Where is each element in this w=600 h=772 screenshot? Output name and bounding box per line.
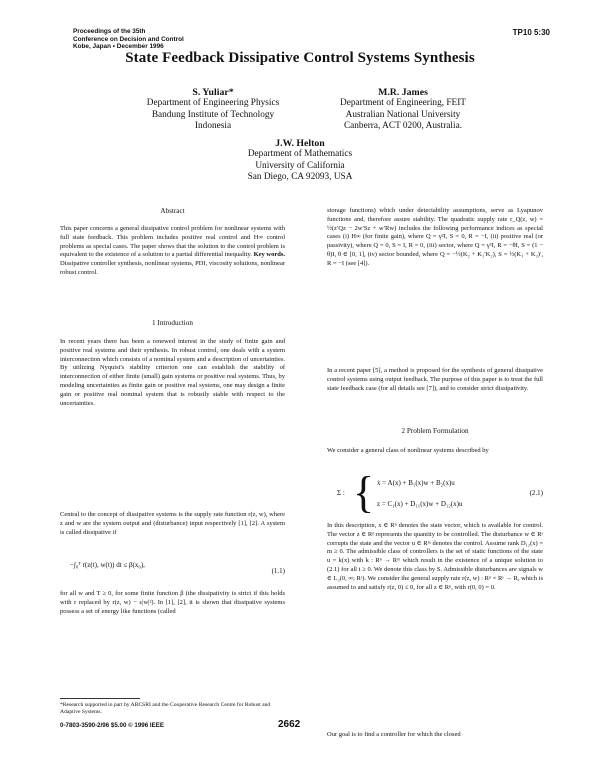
proceedings-line: Kobe, Japan • December 1996 bbox=[73, 43, 164, 51]
equation-body: −∫₀ᵀ r(z(t), w(t)) dt ≤ β(x₀), bbox=[70, 561, 145, 569]
author-name: S. Yuliar* bbox=[192, 87, 234, 98]
proceedings-header bbox=[73, 28, 184, 51]
author-affiliation: Department of Engineering Physics bbox=[146, 98, 280, 109]
abstract-heading: Abstract bbox=[160, 207, 185, 215]
body-text: We consider a general class of nonlinear systems described by bbox=[327, 447, 489, 454]
equation-number: (1.1) bbox=[271, 567, 285, 575]
author-affiliation: Canberra, ACT 0200, Australia. bbox=[343, 121, 463, 132]
session-code: TP10 5:30 bbox=[512, 28, 550, 37]
page-number: 2662 bbox=[278, 719, 301, 730]
author-block bbox=[118, 87, 308, 133]
intro-heading: 1 Introduction bbox=[152, 319, 193, 327]
author-affiliation: University of California bbox=[255, 160, 345, 171]
body-text: Our goal is to find a controller for which the closed bbox=[327, 731, 461, 738]
right-para-5 bbox=[327, 731, 543, 740]
paper-title: State Feedback Dissipative Control Systems Synthesis bbox=[125, 50, 475, 66]
abstract-body bbox=[60, 225, 285, 278]
author-affiliation: Department of Mathematics bbox=[247, 149, 353, 160]
keywords-label: Key words. bbox=[253, 251, 285, 259]
author-block bbox=[200, 138, 400, 184]
equation-2-1 bbox=[327, 468, 543, 518]
footnote: *Research supported in part by ARCSRI and the Cooperative Research Centre for Robust and Adaptive Systems. bbox=[60, 702, 271, 715]
intro-text: Central to the concept of dissipative systems is the supply rate function r(z, w), where z and w are the system output and (disturbance) input respectively [1], [2]. A system is called dissipative if bbox=[60, 511, 285, 536]
problem-heading: 2 Problem Formulation bbox=[401, 427, 469, 435]
author-block bbox=[298, 87, 508, 133]
body-text: storage functions) which under detectability assumptions, serve as Lyapunov functions and, therefore assure stability. The quadratic supply rate r_Q(z, w) = ½(z′Qz − 2w′Sz + w′Rw) includes the following performance indices as special cases (i) H∞ (for finite gain), where Q = γ²I, S = 0, R = −I, (ii) positive real (or passivity), where Q = 0, S = I, R = 0, (iii) sector, where Q = γ²I, R = −θI, S = (1 − θ)I, θ ∈ [0, 1], (iv) sector bounded, where Q = −½(K₂ + K₁′K₂), S = ½(K₁ + K₂)′, R = −I (see [4]). bbox=[327, 207, 543, 267]
author-affiliation: San Diego, CA 92093, USA bbox=[247, 172, 353, 183]
ieee-copyright: 0-7803-3590-2/96 $5.00 © 1996 IEEE bbox=[60, 722, 164, 729]
abstract-text: This paper concerns a general dissipative control problem for nonlinear systems with full state feedback. This problem includes positive real control and H∞ control problems as special cases. The paper shows that the solution to the control problem is equivalent to the existence of a solution to a partial differential inequality. bbox=[60, 225, 285, 259]
body-text: In a recent paper [5], a method is proposed for the synthesis of general dissipative control systems using output feedback. The purpose of this paper is to treat the full state feedback case (for all details see [7]), and to consider strict dissipativity. bbox=[327, 367, 543, 392]
author-name: J.W. Helton bbox=[275, 138, 325, 149]
author-affiliation: Bandung Institute of Technology bbox=[151, 109, 275, 120]
intro-para-1 bbox=[60, 338, 285, 408]
proceedings-line: Conference on Decision and Control bbox=[73, 35, 184, 43]
intro-text: In recent years there has been a renewed interest in the study of finite gain and positive real systems and their synthesis. In robust control, one deals with a system interconnection which consists of a nominal system and a description of uncertainties. By utilizing Nyquist's stability criterion one can establish the stability of interconnection of either finite (small) gain systems or positive real systems. Thus, by modeling uncertainties as finite gain or positive real systems, one may design a finite gain or positive real nominal system that is robustly stable with respect to the uncertainties. bbox=[60, 338, 285, 407]
body-text: In this description, x ∈ Rⁿ denotes the state vector, which is available for control. The vector z ∈ Rᵖ represents the quantity to be controlled. The disturbance w ∈ Rˢ corrupts the state and the vector u ∈ Rᵐ denotes the control. Assume rank D₁₂(x) = m ≥ 0. The admissible class of controllers is the set of static functions of the state u = k(x) with k : Rⁿ → Rᵐ which result in the existence of a unique solution to (2.1) for all t ≥ 0. We denote this class by S. Admissible disturbances are signals w ∈ L₂(0, ∞; Rˢ). We consider the general supply rate r(z, w) : Rᵖ × Rˢ → R, which is assumed to and satisfy r(z, 0) ≤ 0, for all z ∈ Rᵖ, with r(0, 0) = 0. bbox=[327, 522, 543, 591]
equation-number: (2.1) bbox=[529, 489, 543, 497]
brace-glyph: { bbox=[353, 468, 375, 517]
author-name: M.R. James bbox=[378, 87, 428, 98]
intro-para-3 bbox=[60, 590, 285, 616]
right-para-4 bbox=[327, 522, 543, 592]
keywords-text: Dissipative controller synthesis, nonlinear systems, PDI, viscosity solutions, nonlinear robust control. bbox=[60, 260, 285, 276]
right-para-2 bbox=[327, 367, 543, 393]
system-label: Σ : bbox=[337, 489, 345, 497]
author-affiliation: Department of Engineering, FEIT bbox=[340, 98, 466, 109]
proceedings-line: Proceedings of the 35th bbox=[73, 28, 146, 35]
intro-para-2 bbox=[60, 511, 285, 537]
author-affiliation: Indonesia bbox=[194, 121, 232, 132]
footnote-rule bbox=[60, 698, 140, 699]
author-affiliation: Australian National University bbox=[345, 109, 461, 120]
right-para-3 bbox=[327, 447, 543, 456]
output-equation: z = C₁(x) + D₁₁(x)w + D₁₂(x)u bbox=[377, 500, 463, 508]
right-para-1 bbox=[327, 207, 543, 269]
intro-text: for all w and T ≥ 0, for some finite function β (the dissipativity is strict if this holds with r replaced by r(z, w) − ε|w|²). In [1], [2], it is shown that dissipative systems possess a set of energy like functions (called bbox=[60, 590, 285, 615]
state-equation: ẋ = A(x) + B₁(x)w + B₂(x)u bbox=[377, 479, 455, 487]
